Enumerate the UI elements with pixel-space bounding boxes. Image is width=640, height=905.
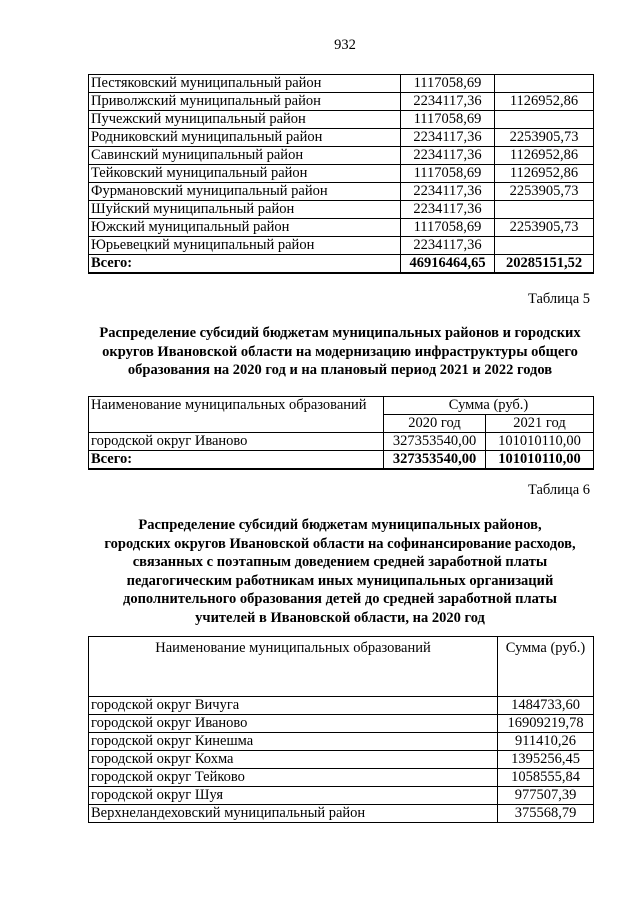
table-row: [89, 433, 594, 451]
row-value-1: 2234117,36: [401, 183, 495, 201]
column-header-name: Наименование муниципальных образований: [89, 397, 384, 433]
row-value-2: [495, 111, 594, 129]
row-value-1: 1117058,69: [401, 219, 495, 237]
heading-line: Распределение субсидий бюджетам муниципальных районов и городских: [99, 325, 581, 341]
row-name: городской округ Кинешма: [89, 733, 498, 751]
row-name: городской округ Иваново: [89, 433, 384, 451]
row-name: городской округ Кохма: [89, 751, 498, 769]
table-5-heading: [60, 324, 620, 380]
table-row: [89, 183, 594, 201]
total-label: Всего:: [89, 255, 401, 274]
table-5: [88, 396, 594, 470]
table-row: [89, 129, 594, 147]
heading-line: городских округов Ивановской области на софинансирование расходов,: [104, 535, 576, 552]
row-value-2: 1126952,86: [495, 147, 594, 165]
table-row: [89, 769, 594, 787]
heading-line: учителей в Ивановской области, на 2020 год: [195, 609, 485, 626]
column-header-2020: 2020 год: [384, 415, 486, 433]
total-row: [89, 451, 594, 470]
heading-line: округов Ивановской области на модернизацию инфраструктуры общего: [102, 343, 578, 360]
table-row: [89, 715, 594, 733]
row-name: Родниковский муниципальный район: [89, 129, 401, 147]
row-name: Фурмановский муниципальный район: [89, 183, 401, 201]
row-value: 16909219,78: [498, 715, 594, 733]
column-header-sum: Сумма (руб.): [498, 637, 594, 697]
row-value-2: 1126952,86: [495, 93, 594, 111]
row-value: 1484733,60: [498, 697, 594, 715]
column-header-2021: 2021 год: [486, 415, 594, 433]
table-row: [89, 787, 594, 805]
row-value-2020: 327353540,00: [384, 433, 486, 451]
row-name: Юрьевецкий муниципальный район: [89, 237, 401, 255]
row-name: Пестяковский муниципальный район: [89, 75, 401, 93]
heading-line: Распределение субсидий бюджетам муниципальных районов,: [138, 517, 542, 533]
row-value-1: 2234117,36: [401, 201, 495, 219]
heading-line: педагогическим работникам иных муниципальных организаций: [126, 572, 554, 589]
total-value-1: 46916464,65: [401, 255, 495, 274]
row-name: Верхнеландеховский муниципальный район: [89, 805, 498, 823]
row-name: Савинский муниципальный район: [89, 147, 401, 165]
table-row: [89, 697, 594, 715]
row-value: 1395256,45: [498, 751, 594, 769]
row-value-1: 2234117,36: [401, 237, 495, 255]
row-name: городской округ Тейково: [89, 769, 498, 787]
table-row: [89, 75, 594, 93]
column-header-sum: Сумма (руб.): [384, 397, 594, 415]
row-value: 911410,26: [498, 733, 594, 751]
row-value-2: [495, 75, 594, 93]
row-value-2: [495, 237, 594, 255]
table-row: [89, 93, 594, 111]
row-value-2: 1126952,86: [495, 165, 594, 183]
row-value: 1058555,84: [498, 769, 594, 787]
total-2021: 101010110,00: [486, 451, 594, 470]
row-value-1: 2234117,36: [401, 147, 495, 165]
row-value-1: 1117058,69: [401, 75, 495, 93]
table-row: [89, 733, 594, 751]
table-row: [89, 201, 594, 219]
row-name: городской округ Шуя: [89, 787, 498, 805]
total-value-2: 20285151,52: [495, 255, 594, 274]
row-name: городской округ Вичуга: [89, 697, 498, 715]
row-value: 977507,39: [498, 787, 594, 805]
table-row: [89, 165, 594, 183]
heading-line: образования на 2020 год и на плановый период 2021 и 2022 годов: [127, 362, 553, 378]
row-name: Тейковский муниципальный район: [89, 165, 401, 183]
total-2020: 327353540,00: [384, 451, 486, 470]
row-value-2: 2253905,73: [495, 219, 594, 237]
table-row: [89, 237, 594, 255]
table-row: [89, 751, 594, 769]
table-row: [89, 147, 594, 165]
total-row: [89, 255, 594, 274]
heading-line: связанных с поэтапным доведением средней заработной платы: [132, 554, 548, 570]
table-5-label: Таблица 5: [527, 291, 590, 307]
table-row: [89, 805, 594, 823]
heading-line: дополнительного образования детей до средней заработной платы: [122, 591, 557, 607]
row-name: Приволжский муниципальный район: [89, 93, 401, 111]
row-value-2: [495, 201, 594, 219]
row-name: Шуйский муниципальный район: [89, 201, 401, 219]
row-name: Южский муниципальный район: [89, 219, 401, 237]
table-4-continued: [88, 74, 594, 274]
column-header-name: Наименование муниципальных образований: [89, 637, 498, 697]
row-value-2: 2253905,73: [495, 129, 594, 147]
row-value-2: 2253905,73: [495, 183, 594, 201]
table-row: [89, 219, 594, 237]
total-label: Всего:: [89, 451, 384, 470]
row-value: 375568,79: [498, 805, 594, 823]
table-6: [88, 636, 594, 823]
row-name: Пучежский муниципальный район: [89, 111, 401, 129]
row-value-2021: 101010110,00: [486, 433, 594, 451]
row-value-1: 1117058,69: [401, 165, 495, 183]
row-value-1: 2234117,36: [401, 93, 495, 111]
row-value-1: 2234117,36: [401, 129, 495, 147]
table-row: [89, 111, 594, 129]
table-6-heading: [60, 516, 620, 627]
table-6-label: Таблица 6: [527, 482, 590, 498]
row-value-1: 1117058,69: [401, 111, 495, 129]
row-name: городской округ Иваново: [89, 715, 498, 733]
page-number: 932: [334, 37, 356, 53]
